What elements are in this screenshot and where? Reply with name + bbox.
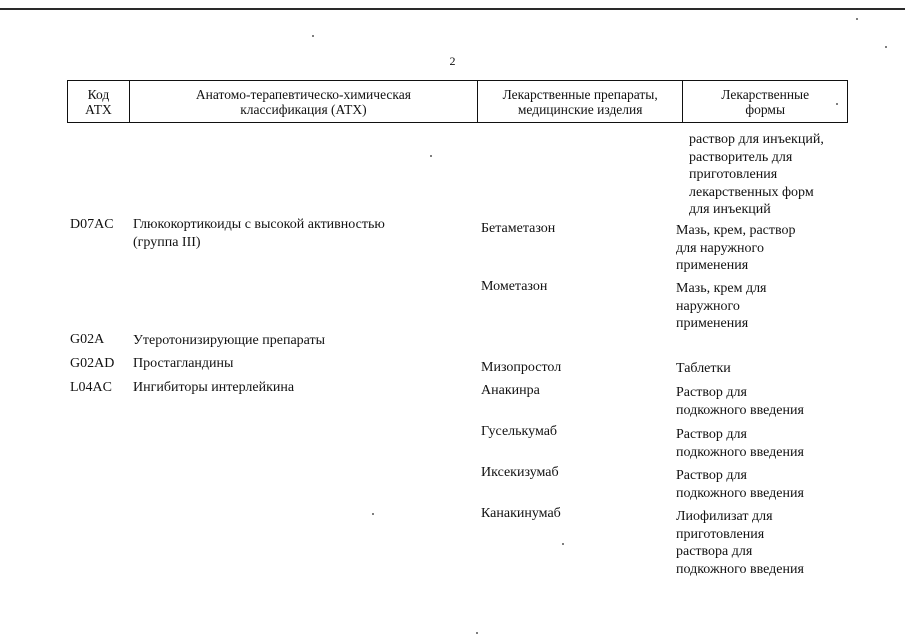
table-header [67,80,848,123]
row-form: Лиофилизат для приготовления раствора для подкожного введения [676,509,804,577]
row-code: G02AD [70,356,115,371]
row-drug: Гуселькумаб [481,424,558,439]
row-form: Раствор для подкожного введения [676,385,804,418]
page-number: 2 [449,54,456,68]
scan-speck [430,155,432,157]
continuation-form-cell: раствор для инъекций, растворитель для приготовления лекарственных форм для инъекций [689,132,824,217]
row-code: L04AC [70,380,112,395]
scan-top-edge [0,8,905,10]
scan-speck [562,543,564,545]
row-atc-name: Утеротонизирующие препараты [133,333,326,348]
row-drug: Мизопростол [481,360,562,375]
header-drugs [478,81,683,122]
row-form: Мазь, крем для наружного применения [676,281,767,331]
header-code-atc-label: Код АТХ [85,86,112,117]
scan-speck [885,46,887,48]
row-form: Раствор для подкожного введения [676,468,804,501]
row-drug: Бетаметазон [481,221,556,236]
header-atc-classification [130,81,478,122]
row-form: Мазь, крем, раствор для наружного применения [676,223,796,273]
header-code-atc [68,81,130,122]
row-atc-name: Простагландины [133,356,234,371]
scan-speck [312,35,314,37]
header-forms-label: Лекарственные формы [721,86,810,117]
header-drugs-label: Лекарственные препараты, медицинские изделия [502,86,658,117]
scan-speck [856,18,858,20]
scan-speck [476,632,478,634]
row-drug: Мометазон [481,279,548,294]
row-code: G02A [70,332,105,347]
row-form: Раствор для подкожного введения [676,427,804,460]
row-drug: Иксекизумаб [481,465,559,480]
header-atc-classification-label: Анатомо-терапевтическо-химическая классификация (АТХ) [195,86,411,117]
row-drug: Канакинумаб [481,506,561,521]
scan-speck [372,513,374,515]
row-drug: Анакинра [481,383,540,398]
row-atc-name: Ингибиторы интерлейкина [133,380,295,395]
row-form: Таблетки [676,361,731,376]
row-atc-name: Глюкокортикоиды с высокой активностью (группа III) [133,217,385,250]
header-forms [683,81,847,122]
row-code: D07AC [70,217,114,232]
